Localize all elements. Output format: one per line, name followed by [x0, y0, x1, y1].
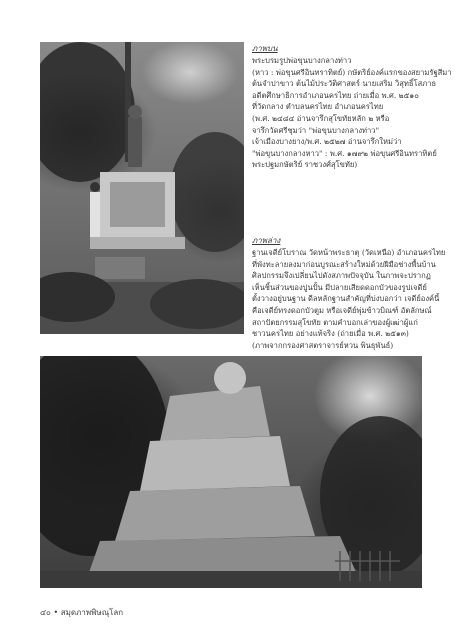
page-number: ๔๐ [40, 608, 51, 617]
caption-line: คือเจดีย์ทรงดอกบัวตูม หรือเจดีย์พุ่มข้าวบิณฑ์ อัตลักษณ์ [252, 305, 432, 315]
caption-line: ฐานเจดีย์โบราณ วัดหน้าพระธาตุ (วัดเหนือ) อำเภอนครไทย [252, 248, 446, 257]
bottom-caption-text [252, 247, 445, 351]
book-title: สมุดภาพพิษณุโลก [60, 608, 124, 617]
caption-line: สถาปัตยกรรมสุโขทัย ตามคำบอกเล่าของผู้เฒ่าผู้แก่ [252, 317, 418, 327]
footer-bullet: • [53, 608, 59, 617]
top-caption-label: ภาพบน [252, 44, 278, 53]
caption-line: "พ่อขุนบางกลางหาว" : พ.ศ. ๑๗๙๒ พ่อขุนศรีอินทราทิตย์ [252, 148, 437, 158]
caption-line: (พ.ศ. ๒๔๘๔ อ่านจารึกสุโขทัยหลัก ๒ หรือ [252, 113, 390, 123]
chedi-ruin-photo [40, 356, 422, 588]
caption-line: (หาว : พ่อขุนศรีอินทราทิตย์) กษัตริย์องค์แรกของสยามรัฐสีมา [252, 67, 452, 77]
caption-line: ศิลปกรรมจึงเปลี่ยนไปดังสภาพปัจจุบัน ในภาพจะปรากฏ [252, 271, 431, 281]
caption-line: พระบรมรูปพ่อขุนบางกลางท่าว [252, 56, 352, 65]
caption-line: ต้นจำปาขาว ต้นไม้ประวัติศาสตร์ นายเสริม วิสุทธิ์โสภาธ [252, 79, 437, 89]
caption-line: ที่วัดกลาง ตำบลนครไทย อำเภอนครไทย [252, 102, 384, 112]
caption-line: (ภาพจากกรองศาสตราจารย์หวน พินธุพันธ์) [252, 340, 394, 350]
caption-line: พระปฐมกษัตริย์ ราชวงศ์สุโขทัย) [252, 160, 358, 170]
top-caption-text [252, 55, 452, 171]
statue-photo-drawing [40, 42, 244, 334]
caption-line: ที่พังทะลายลงมาก่อนบูรณะสร้างใหม่ด้วยฝีมือช่างพื้นบ้าน [252, 259, 436, 269]
caption-line: เห็นชิ้นส่วนของปูนปั้น มีปลายเสียดดอกบัวของรูปเจดีย์ [252, 282, 427, 292]
caption-line: อดีตศึกษาธิการอำเภอนครไทย ถ่ายเมื่อ พ.ศ. ๒๕๑๐ [252, 90, 419, 100]
bottom-caption-label: ภาพล่าง [252, 236, 281, 245]
statue-photo [40, 42, 244, 334]
page-footer [40, 606, 123, 619]
caption-line: จารึกวัดศรีชุมว่า "พ่อขุนบางกลางท่าว" [252, 125, 380, 135]
caption-line: ชาวนครไทย อย่างแท้จริง (ถ่ายเมื่อ พ.ศ. ๒๕๑๓) [252, 329, 409, 339]
caption-line: เจ้าเมืองบางยาง/พ.ศ. ๒๕๒๗ อ่านจารึกใหม่ว่า [252, 137, 402, 147]
chedi-ruin-photo-drawing [40, 356, 422, 588]
caption-line: ตั้งวางอยู่บนฐาน ดีลหลักฐานสำคัญที่บ่งบอกว่า เจดีย์องค์นี้ [252, 294, 440, 304]
